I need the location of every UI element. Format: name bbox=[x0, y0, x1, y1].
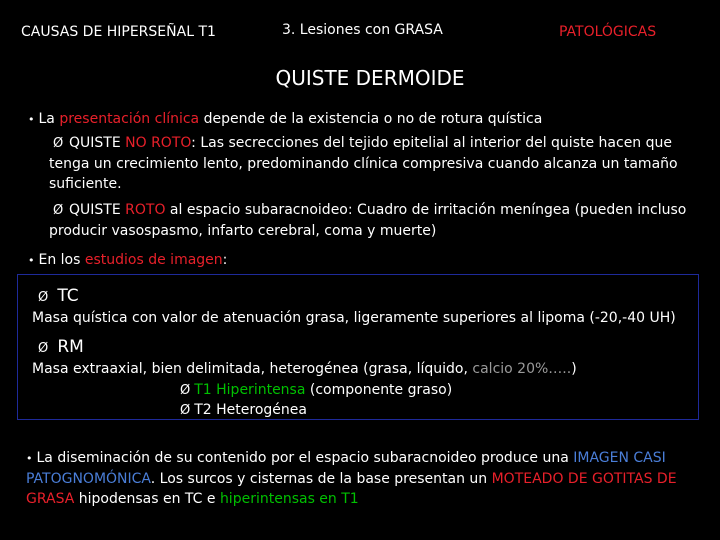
diseminacion-paragraph: • La diseminación de su contenido por el espacio subaracnoideo produce una IMAGEN CASI PATOGNOMÓNICA. Los surcos y cisternas de la base presentan un MOTEADO DE GOTITAS DE GRASA hipodensas en TC e hiperintensas en T1 bbox=[26, 450, 677, 507]
rm-t1-highlight: T1 Hiperintensa bbox=[194, 382, 306, 398]
no-roto-highlight: NO ROTO bbox=[125, 135, 192, 151]
estudios-line: • En los estudios de imagen: bbox=[28, 252, 228, 268]
bullet-icon: • bbox=[28, 254, 35, 267]
header-right: PATOLÓGICAS bbox=[559, 24, 657, 40]
header-left: CAUSAS DE HIPERSEÑAL T1 bbox=[21, 24, 216, 40]
tc-label: TC bbox=[57, 286, 79, 306]
diseminacion-green: hiperintensas en T1 bbox=[219, 491, 359, 507]
arrow-icon: Ø bbox=[38, 341, 49, 356]
estudios-highlight: estudios de imagen bbox=[84, 252, 223, 268]
roto-paragraph: Ø QUISTE ROTO al espacio subaracnoideo: Cuadro de irritación meníngea (pueden incluso producir vasospasmo, infarto cerebral, coma y muerte) bbox=[49, 202, 687, 239]
arrow-icon: Ø bbox=[180, 383, 191, 398]
rm-heading bbox=[38, 337, 84, 357]
tc-text: Masa quística con valor de atenuación grasa, ligeramente superiores al lipoma (-20,-40 UH) bbox=[32, 310, 676, 326]
rm-calcio: calcio 20%….. bbox=[472, 361, 572, 377]
roto-highlight: ROTO bbox=[125, 202, 166, 218]
arrow-icon: Ø bbox=[53, 136, 64, 151]
bullet-icon: • bbox=[28, 113, 35, 126]
rm-t1: Ø T1 Hiperintensa (componente graso) bbox=[180, 382, 453, 398]
intro-line: • La presentación clínica depende de la existencia o no de rotura quística bbox=[28, 111, 543, 127]
arrow-icon: Ø bbox=[38, 290, 49, 305]
arrow-icon: Ø bbox=[180, 403, 191, 418]
rm-label: RM bbox=[57, 337, 84, 357]
diseminacion-blue: IMAGEN CASI PATOGNOMÓNICA bbox=[26, 450, 666, 487]
diseminacion-red: MOTEADO DE GOTITAS DE GRASA bbox=[26, 471, 677, 507]
bullet-icon: • bbox=[26, 452, 33, 465]
intro-highlight: presentación clínica bbox=[59, 111, 200, 127]
page-title: QUISTE DERMOIDE bbox=[275, 66, 465, 90]
arrow-icon: Ø bbox=[53, 203, 64, 218]
no-roto-paragraph: Ø QUISTE NO ROTO: Las secrecciones del tejido epitelial al interior del quiste hacen que tenga un crecimiento lento, predominando clínica compresiva cuando alcanza un tamaño suficiente. bbox=[49, 135, 678, 192]
tc-heading bbox=[38, 286, 79, 306]
rm-text: Masa extraaxial, bien delimitada, heterogénea (grasa, líquido, calcio 20%…..) bbox=[32, 361, 577, 377]
rm-t2: Ø T2 Heterogénea bbox=[180, 402, 307, 418]
header-center: 3. Lesiones con GRASA bbox=[282, 22, 443, 38]
